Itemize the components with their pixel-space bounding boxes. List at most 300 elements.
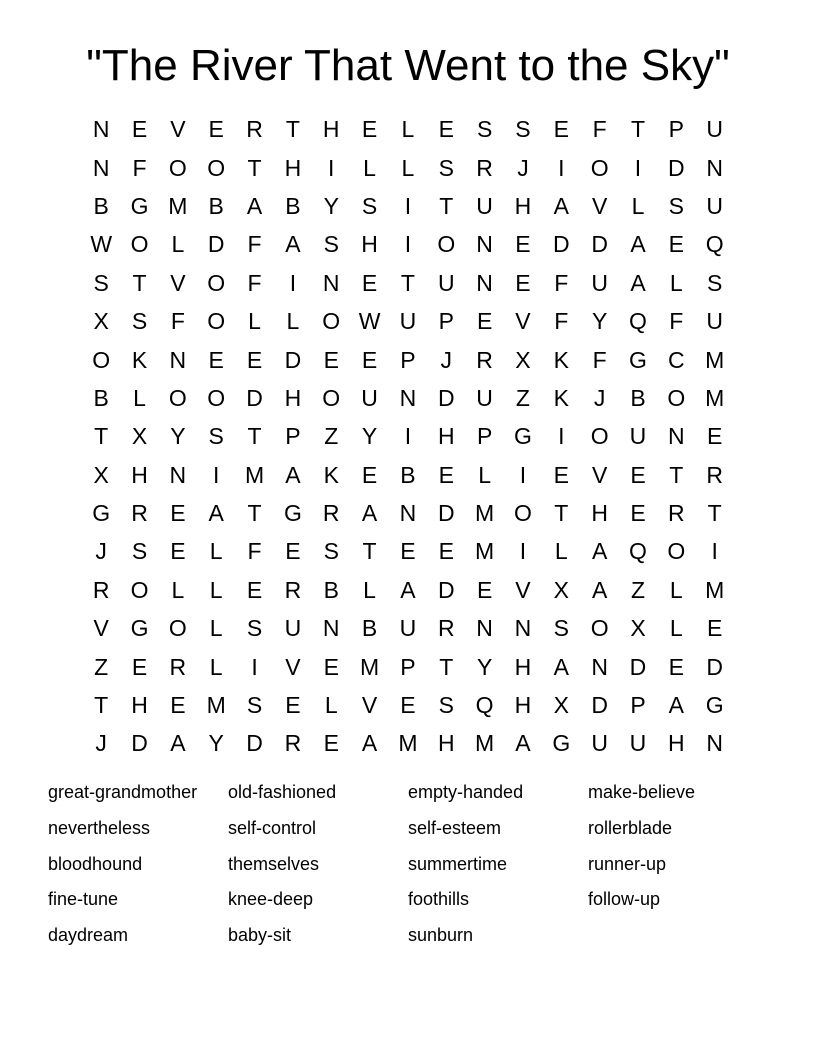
grid-letter: O	[322, 384, 341, 411]
grid-letter: D	[131, 730, 148, 757]
grid-letter: O	[590, 154, 609, 181]
grid-letter: I	[404, 231, 412, 258]
grid-letter: E	[323, 730, 339, 757]
grid-letter: B	[630, 384, 646, 411]
grid-letter: P	[438, 308, 454, 335]
word-list-item: great-grandmother	[48, 782, 198, 802]
grid-letter: R	[284, 576, 302, 603]
grid-letter: L	[171, 231, 185, 258]
grid-letter: Q	[629, 538, 647, 565]
grid-letter: F	[554, 308, 569, 335]
grid-letter: N	[476, 231, 493, 258]
grid-row	[82, 686, 734, 724]
grid-letter: Q	[629, 308, 647, 335]
grid-letter: N	[706, 730, 723, 757]
grid-letter: U	[399, 615, 417, 642]
grid-letter: N	[514, 615, 532, 642]
letter-grid	[82, 110, 734, 763]
grid-letter: L	[478, 461, 491, 488]
grid-letter: T	[94, 423, 109, 450]
grid-row	[82, 302, 734, 340]
grid-letter: A	[400, 576, 416, 603]
grid-letter: I	[558, 154, 565, 181]
grid-letter: W	[90, 231, 113, 258]
grid-letter: E	[131, 653, 148, 680]
grid-row	[82, 571, 734, 609]
grid-letter: V	[285, 653, 301, 680]
grid-letter: L	[133, 384, 146, 411]
grid-letter: H	[514, 692, 532, 719]
grid-letter: E	[438, 461, 454, 488]
grid-letter: A	[361, 730, 378, 757]
grid-letter: G	[705, 692, 724, 719]
grid-letter: E	[208, 346, 224, 373]
grid-letter: O	[514, 500, 532, 527]
grid-letter: W	[358, 308, 381, 335]
grid-letter: I	[289, 269, 297, 296]
grid-letter: J	[95, 730, 107, 757]
grid-letter: U	[629, 730, 647, 757]
grid-letter: V	[591, 192, 608, 219]
grid-letter: D	[284, 346, 302, 373]
grid-letter: I	[634, 154, 642, 181]
word-list	[48, 776, 768, 955]
grid-letter: L	[209, 653, 223, 680]
grid-letter: I	[558, 423, 565, 450]
grid-letter: E	[170, 538, 186, 565]
grid-letter: M	[206, 692, 226, 719]
grid-row	[82, 609, 734, 647]
grid-letter: E	[246, 576, 263, 603]
grid-letter: N	[169, 346, 187, 373]
grid-letter: A	[246, 192, 263, 219]
grid-letter: D	[207, 231, 225, 258]
grid-letter: L	[286, 308, 300, 335]
grid-letter: R	[284, 730, 302, 757]
grid-letter: F	[170, 308, 185, 335]
grid-letter: Y	[591, 308, 608, 335]
grid-letter: R	[131, 500, 148, 527]
grid-letter: S	[93, 269, 109, 296]
grid-letter: E	[285, 692, 301, 719]
word-list-item: bloodhound	[48, 853, 143, 874]
grid-letter: O	[437, 231, 456, 258]
grid-letter: S	[131, 538, 148, 565]
grid-letter: Q	[475, 692, 494, 719]
grid-letter: E	[476, 576, 493, 603]
grid-letter: M	[475, 730, 495, 757]
grid-letter: A	[591, 576, 608, 603]
grid-letter: U	[591, 730, 608, 757]
grid-letter: E	[361, 116, 378, 143]
grid-letter: B	[361, 615, 378, 642]
grid-letter: X	[515, 346, 531, 373]
grid-row	[82, 225, 734, 263]
grid-row	[82, 148, 734, 186]
grid-letter: D	[706, 653, 723, 680]
grid-letter: D	[629, 653, 647, 680]
grid-letter: T	[247, 500, 262, 527]
grid-row	[82, 724, 734, 762]
grid-letter: P	[668, 116, 684, 143]
grid-letter: Y	[208, 730, 224, 757]
grid-letter: O	[590, 423, 609, 450]
grid-letter: R	[668, 500, 685, 527]
grid-letter: M	[244, 461, 265, 488]
grid-letter: D	[552, 231, 570, 258]
grid-letter: T	[132, 269, 147, 296]
grid-letter: M	[168, 192, 188, 219]
word-list-item: knee-deep	[228, 889, 314, 910]
grid-letter: E	[170, 692, 186, 719]
grid-letter: V	[591, 461, 608, 488]
grid-letter: V	[515, 308, 531, 335]
grid-letter: A	[285, 231, 301, 258]
grid-letter: T	[362, 538, 377, 565]
grid-letter: L	[209, 576, 223, 603]
grid-letter: O	[207, 384, 226, 411]
grid-letter: Z	[515, 384, 530, 411]
grid-letter: H	[131, 692, 148, 719]
grid-letter: E	[707, 423, 723, 450]
grid-letter: L	[209, 538, 223, 565]
grid-letter: Q	[705, 231, 724, 258]
grid-letter: A	[630, 269, 646, 296]
grid-letter: F	[132, 154, 147, 181]
grid-letter: C	[668, 346, 685, 373]
grid-letter: P	[400, 346, 416, 373]
grid-letter: S	[553, 615, 569, 642]
grid-letter: K	[323, 461, 339, 488]
grid-letter: N	[399, 384, 417, 411]
grid-letter: G	[514, 423, 532, 450]
grid-letter: B	[93, 192, 109, 219]
grid-letter: S	[438, 692, 454, 719]
word-list-item: rollerblade	[588, 817, 673, 838]
grid-letter: G	[629, 346, 647, 373]
grid-letter: S	[131, 308, 148, 335]
grid-letter: V	[515, 576, 531, 603]
grid-letter: E	[400, 538, 416, 565]
grid-letter: E	[170, 500, 186, 527]
grid-letter: H	[284, 384, 302, 411]
grid-letter: A	[285, 461, 301, 488]
grid-letter: T	[630, 116, 646, 143]
puzzle-title: "The River That Went to the Sky"	[86, 41, 730, 90]
word-list-item: runner-up	[588, 853, 667, 874]
grid-letter: O	[130, 231, 149, 258]
grid-letter: B	[285, 192, 301, 219]
grid-letter: N	[591, 653, 608, 680]
word-list-item: daydream	[48, 925, 129, 946]
grid-letter: X	[553, 576, 569, 603]
grid-letter: Y	[323, 192, 339, 219]
grid-letter: E	[246, 346, 263, 373]
grid-letter: I	[519, 538, 527, 565]
grid-letter: L	[248, 308, 261, 335]
grid-letter: F	[554, 269, 569, 296]
grid-letter: L	[363, 154, 376, 181]
grid-row	[82, 110, 734, 148]
grid-letter: A	[515, 730, 531, 757]
grid-letter: L	[363, 576, 376, 603]
grid-letter: X	[553, 692, 569, 719]
grid-letter: N	[92, 154, 110, 181]
grid-letter: L	[324, 692, 338, 719]
grid-letter: T	[439, 653, 454, 680]
grid-letter: L	[401, 154, 415, 181]
grid-letter: U	[591, 269, 608, 296]
word-list-item: baby-sit	[228, 925, 292, 946]
grid-letter: G	[283, 500, 302, 527]
grid-letter: M	[705, 384, 725, 411]
grid-row	[82, 494, 734, 532]
grid-letter: O	[590, 615, 609, 642]
grid-letter: T	[707, 500, 722, 527]
grid-letter: T	[400, 269, 415, 296]
grid-letter: I	[711, 538, 718, 565]
grid-letter: V	[170, 116, 186, 143]
grid-letter: E	[515, 269, 531, 296]
grid-letter: M	[398, 730, 418, 757]
grid-letter: E	[476, 308, 493, 335]
grid-letter: V	[93, 615, 109, 642]
grid-letter: X	[630, 615, 646, 642]
grid-letter: T	[554, 500, 569, 527]
grid-letter: R	[437, 615, 455, 642]
grid-letter: M	[475, 538, 495, 565]
grid-letter: K	[553, 384, 569, 411]
grid-letter: E	[131, 116, 148, 143]
grid-letter: N	[322, 269, 340, 296]
grid-letter: F	[669, 308, 684, 335]
grid-letter: O	[130, 576, 149, 603]
grid-letter: T	[439, 192, 454, 219]
grid-letter: A	[591, 538, 608, 565]
grid-letter: N	[476, 615, 493, 642]
grid-letter: H	[668, 730, 685, 757]
grid-letter: O	[667, 538, 686, 565]
grid-letter: K	[553, 346, 569, 373]
grid-letter: D	[246, 384, 263, 411]
grid-letter: F	[592, 116, 607, 143]
grid-letter: S	[707, 269, 723, 296]
grid-letter: N	[169, 461, 187, 488]
grid-letter: M	[475, 500, 495, 527]
grid-letter: O	[207, 154, 226, 181]
grid-letter: T	[94, 692, 109, 719]
word-list-item: empty-handed	[408, 782, 524, 802]
grid-letter: G	[130, 615, 149, 642]
grid-letter: U	[284, 615, 302, 642]
grid-letter: N	[322, 615, 340, 642]
grid-letter: V	[361, 692, 378, 719]
grid-letter: H	[284, 154, 302, 181]
grid-letter: E	[323, 346, 339, 373]
grid-letter: O	[322, 308, 341, 335]
grid-letter: D	[437, 500, 455, 527]
grid-letter: U	[476, 192, 493, 219]
grid-letter: P	[285, 423, 301, 450]
grid-letter: I	[251, 653, 258, 680]
grid-letter: H	[591, 500, 608, 527]
grid-letter: S	[438, 154, 454, 181]
word-list-item: foothills	[408, 889, 470, 910]
grid-letter: M	[705, 346, 725, 373]
grid-letter: P	[630, 692, 646, 719]
grid-letter: D	[246, 730, 263, 757]
grid-row	[82, 417, 734, 455]
grid-letter: L	[631, 192, 645, 219]
grid-letter: H	[437, 423, 455, 450]
grid-row	[82, 532, 734, 570]
grid-letter: D	[668, 154, 685, 181]
grid-letter: G	[552, 730, 571, 757]
grid-letter: L	[171, 576, 185, 603]
grid-letter: Y	[361, 423, 378, 450]
grid-letter: O	[92, 346, 111, 373]
grid-letter: H	[514, 653, 532, 680]
word-list-item: summertime	[408, 853, 508, 874]
grid-letter: S	[208, 423, 224, 450]
grid-letter: E	[208, 116, 224, 143]
word-list-item: make-believe	[588, 782, 696, 802]
grid-letter: B	[400, 461, 416, 488]
grid-letter: E	[285, 538, 301, 565]
grid-letter: O	[168, 615, 187, 642]
word-list-item: old-fashioned	[228, 782, 337, 802]
grid-letter: L	[209, 615, 223, 642]
grid-letter: O	[207, 308, 226, 335]
grid-letter: F	[247, 538, 262, 565]
grid-letter: Y	[476, 653, 493, 680]
grid-letter: X	[93, 308, 109, 335]
grid-letter: K	[131, 346, 148, 373]
grid-letter: S	[246, 692, 263, 719]
word-list-item: sunburn	[408, 925, 474, 946]
grid-letter: R	[169, 653, 187, 680]
grid-letter: J	[440, 346, 453, 373]
grid-letter: N	[476, 269, 493, 296]
grid-letter: B	[208, 192, 224, 219]
grid-row	[82, 264, 734, 302]
grid-letter: H	[131, 461, 148, 488]
grid-letter: A	[630, 231, 646, 258]
grid-row	[82, 187, 734, 225]
word-list-item: fine-tune	[48, 889, 119, 910]
word-list-item: self-control	[228, 817, 317, 838]
grid-letter: F	[247, 231, 262, 258]
grid-letter: X	[93, 461, 109, 488]
grid-letter: O	[667, 384, 686, 411]
grid-letter: V	[170, 269, 186, 296]
grid-letter: S	[323, 231, 339, 258]
grid-letter: O	[168, 154, 187, 181]
grid-letter: I	[519, 461, 527, 488]
grid-letter: O	[168, 384, 187, 411]
grid-letter: L	[669, 615, 683, 642]
grid-letter: H	[322, 116, 340, 143]
grid-letter: D	[437, 384, 455, 411]
grid-letter: M	[359, 653, 380, 680]
grid-letter: G	[92, 500, 111, 527]
grid-letter: J	[593, 384, 606, 411]
grid-letter: P	[476, 423, 493, 450]
grid-letter: E	[668, 653, 684, 680]
grid-letter: J	[517, 154, 529, 181]
grid-letter: R	[706, 461, 723, 488]
grid-letter: E	[438, 116, 454, 143]
grid-letter: S	[476, 116, 493, 143]
grid-letter: R	[246, 116, 263, 143]
grid-letter: A	[553, 192, 569, 219]
grid-letter: N	[399, 500, 417, 527]
grid-letter: D	[591, 231, 608, 258]
grid-letter: H	[514, 192, 532, 219]
grid-letter: I	[404, 423, 412, 450]
grid-letter: A	[170, 730, 186, 757]
grid-letter: N	[668, 423, 685, 450]
grid-letter: H	[437, 730, 455, 757]
grid-letter: E	[630, 461, 646, 488]
grid-letter: U	[706, 192, 723, 219]
grid-letter: E	[323, 653, 339, 680]
grid-letter: B	[323, 576, 339, 603]
word-list-item: nevertheless	[48, 817, 151, 838]
grid-letter: T	[285, 116, 300, 143]
grid-letter: Y	[170, 423, 186, 450]
grid-letter: F	[247, 269, 262, 296]
grid-letter: I	[213, 461, 220, 488]
word-list-item: themselves	[228, 853, 320, 874]
grid-letter: R	[322, 500, 340, 527]
grid-letter: R	[476, 346, 493, 373]
word-list-item: follow-up	[588, 889, 661, 910]
grid-letter: U	[399, 308, 417, 335]
grid-letter: E	[361, 461, 378, 488]
grid-letter: S	[323, 538, 339, 565]
grid-letter: O	[207, 269, 226, 296]
grid-letter: N	[706, 154, 723, 181]
grid-letter: S	[361, 192, 378, 219]
grid-letter: A	[553, 653, 569, 680]
grid-letter: E	[400, 692, 416, 719]
word-list-item: self-esteem	[408, 817, 502, 838]
grid-letter: A	[668, 692, 684, 719]
grid-letter: U	[629, 423, 647, 450]
grid-letter: D	[437, 576, 455, 603]
grid-letter: U	[706, 116, 723, 143]
grid-letter: E	[515, 231, 531, 258]
grid-letter: A	[208, 500, 224, 527]
grid-letter: G	[130, 192, 149, 219]
grid-letter: L	[554, 538, 568, 565]
grid-letter: E	[668, 231, 684, 258]
grid-letter: E	[553, 116, 569, 143]
grid-letter: E	[438, 538, 454, 565]
grid-letter: U	[437, 269, 455, 296]
grid-letter: Z	[324, 423, 339, 450]
grid-row	[82, 340, 734, 378]
grid-letter: R	[476, 154, 493, 181]
grid-letter: N	[92, 116, 110, 143]
grid-row	[82, 456, 734, 494]
grid-letter: D	[591, 692, 608, 719]
grid-letter: I	[328, 154, 335, 181]
grid-letter: E	[361, 269, 378, 296]
grid-letter: L	[401, 116, 415, 143]
grid-letter: B	[93, 384, 109, 411]
